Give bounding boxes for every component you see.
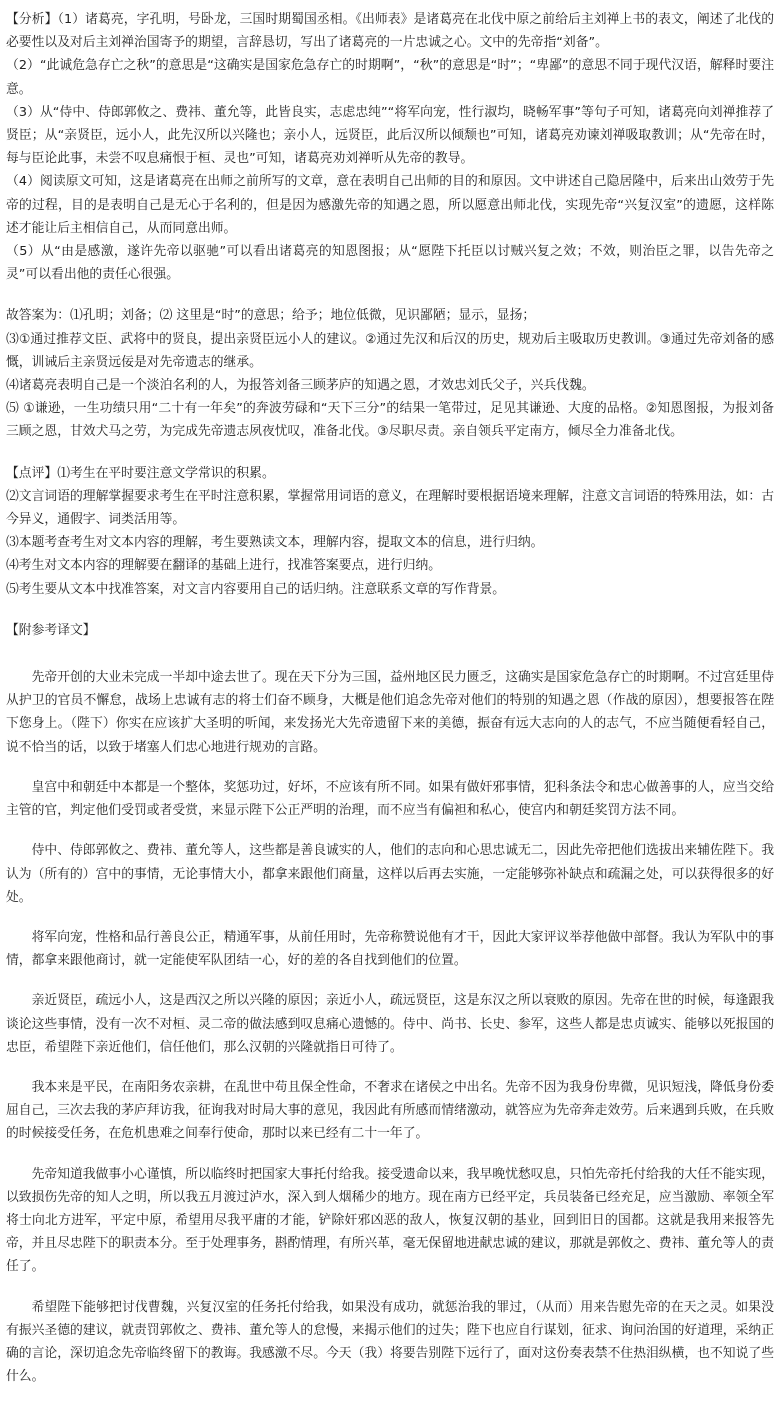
answer-section [6, 304, 774, 443]
answer-item-1-2: 故答案为：⑴孔明；刘备；⑵ 这里是“时”的意思；给予；地位低微，见识鄙陋；显示，显扬； [6, 308, 536, 324]
translation-paragraph-5: 亲近贤臣，疏远小人，这是西汉之所以兴隆的原因；亲近小人，疏远贤臣，这是东汉之所以衰败的原因。先帝在世的时候，每逢跟我谈论这些事情，没有一次不对桓、灵二帝的做法感到叹息痛心遗憾的。侍中、尚书、长史、参军，这些人都是忠贞诚实、能够以死报国的忠臣，希望陛下亲近他们，信任他们，那么汉朝的兴隆就指日可待了。 [6, 993, 774, 1055]
comment-item-3: ⑶本题考查考生对文本内容的理解，考生要熟读文本，理解内容，提取文本的信息，进行归纳。 [6, 535, 544, 551]
comment-item-1: 【点评】⑴考生在平时要注意文学常识的积累。 [6, 465, 275, 481]
comment-section [6, 462, 774, 601]
translation-paragraph-7: 先帝知道我做事小心谨慎，所以临终时把国家大事托付给我。接受遗命以来，我早晚忧愁叹息，只怕先帝托付给我的大任不能实现，以致损伤先帝的知人之明，所以我五月渡过泸水，深入到人烟稀少的地方。现在南方已经平定，兵员装备已经充足，应当激励、率领全军将士向北方进军，平定中原，希望用尽我平庸的才能，铲除奸邪凶恶的敌人，恢复汉朝的基业，回到旧日的国都。这就是我用来报答先帝，并且尽忠陛下的职责本分。至于处理事务，斟酌情理，有所兴革，毫无保留地进献忠诚的建议，那就是郭攸之、费祎、董允等人的责任了。 [6, 1166, 774, 1275]
answer-item-4: ⑷诸葛亮表明自己是一个淡泊名利的人，为报答刘备三顾茅庐的知遇之恩，才效忠刘氏父子，兴兵伐魏。 [6, 378, 595, 394]
answer-item-5: ⑸ ①谦逊，一生功绩只用“二十有一年矣”的奔波劳碌和“天下三分”的结果一笔带过，足见其谦逊、大度的品格。②知恩图报，为报刘备三顾之恩，甘效犬马之劳，为完成先帝遗志夙夜忧叹，准备北伐。③尽职尽责。亲自领兵平定南方，倾尽全力准备北伐。 [6, 401, 774, 440]
translation-paragraph-8: 希望陛下能够把讨伐曹魏，兴复汉室的任务托付给我，如果没有成功，就惩治我的罪过，（从而）用来告慰先帝的在天之灵。如果没有振兴圣德的建议，就责罚郭攸之、费祎、董允等人的怠慢，来揭示他们的过失；陛下也应自行谋划，征求、询问治国的好道理，采纳正确的言论，深切追念先帝临终留下的教诲。我感激不尽。今天（我）将要告别陛下远行了，面对这份奏表禁不住热泪纵横，也不知说了些什么。 [6, 1299, 774, 1385]
comment-item-2: ⑵文言词语的理解掌握要求考生在平时注意积累，掌握常用词语的意义，在理解时要根据语境来理解，注意文言词语的特殊用法，如：古今异义，通假字、词类活用等。 [6, 488, 774, 528]
translation-paragraph-1: 先帝开创的大业未完成一半却中途去世了。现在天下分为三国，益州地区民力匮乏，这确实是国家危急存亡的时期啊。不过宫廷里侍从护卫的官员不懈怠，战场上忠诚有志的将士们奋不顾身，大概是他们追念先帝对他们的特别的知遇之恩（作战的原因），想要报答在陛下您身上。（陛下）你实在应该扩大圣明的听闻，来发扬光大先帝遗留下来的美德，振奋有远大志向的人的志气，不应当随便看轻自己，说不恰当的话，以致于堵塞人们忠心地进行规劝的言路。 [6, 670, 774, 755]
comment-item-4: ⑷考生对文本内容的理解要在翻译的基础上进行，找准答案要点，进行归纳。 [6, 558, 442, 574]
translation-heading: 【附参考译文】 [6, 622, 96, 638]
analysis-paragraph-4: （4）阅读原文可知，这是诸葛亮在出师之前所写的文章，意在表明自己出师的目的和原因。文中讲述自己隐居隆中，后来出山效劳于先帝的过程，目的是表明自己是无心于名利的，但是因为感激先帝的知遇之恩，所以愿意出师北伐，实现先帝“兴复汉室”的遗愿，这样陈述才能让后主相信自己，从而同意出师。 [6, 174, 774, 236]
analysis-section [6, 8, 774, 286]
translation-section [6, 619, 774, 1388]
translation-paragraph-6: 我本来是平民，在南阳务农亲耕，在乱世中苟且保全性命，不奢求在诸侯之中出名。先帝不因为我身份卑微，见识短浅，降低身份委屈自己，三次去我的茅庐拜访我，征询我对时局大事的意见，我因此有所感而情绪激动，就答应为先帝奔走效劳。后来遇到兵败，在兵败的时候接受任务，在危机患难之间奉行使命，那时以来已经有二十一年了。 [6, 1079, 774, 1142]
analysis-paragraph-2: （2）“此诚危急存亡之秋”的意思是“这确实是国家危急存亡的时期啊”，“秋”的意思是“时”；“卑鄙”的意思不同于现代汉语，解释时要注意。 [6, 58, 774, 97]
translation-paragraph-4: 将军向宠，性格和品行善良公正，精通军事，从前任用时，先帝称赞说他有才干，因此大家评议举荐他做中部督。我认为军队中的事情，都拿来跟他商讨，就一定能使军队团结一心，好的差的各自找到他们的位置。 [6, 929, 774, 969]
analysis-paragraph-1: 【分析】（1）诸葛亮，字孔明，号卧龙，三国时期蜀国丞相。《出师表》是诸葛亮在北伐中原之前给后主刘禅上书的表文，阐述了北伐的必要性以及对后主刘禅治国寄予的期望，言辞恳切，写出了诸葛亮的一片忠诚之心。文中的先帝指“刘备”。 [6, 12, 774, 51]
answer-item-3: ⑶①通过推荐文臣、武将中的贤良，提出亲贤臣远小人的建议。②通过先汉和后汉的历史，规劝后主吸取历史教训。③通过先帝刘备的感慨，训诫后主亲贤远佞是对先帝遗志的继承。 [6, 331, 774, 370]
translation-paragraph-2: 皇宫中和朝廷中本都是一个整体，奖惩功过，好坏，不应该有所不同。如果有做奸邪事情，犯科条法令和忠心做善事的人，应当交给主管的官，判定他们受罚或者受赏，来显示陛下公正严明的治理，而不应当有偏袒和私心，使宫内和朝廷奖罚方法不同。 [6, 779, 774, 819]
comment-item-5: ⑸考生要从文本中找准答案，对文言内容要用自己的话归纳。注意联系文章的写作背景。 [6, 581, 506, 597]
analysis-paragraph-5: （5）从“由是感激，遂许先帝以驱驰”可以看出诸葛亮的知恩图报；从“愿陛下托臣以讨贼兴复之效；不效，则治臣之罪，以告先帝之灵”可以看出他的责任心很强。 [6, 244, 774, 283]
translation-paragraph-3: 侍中、侍郎郭攸之、费祎、董允等人，这些都是善良诚实的人，他们的志向和心思忠诚无二，因此先帝把他们选拔出来辅佐陛下。我认为（所有的）宫中的事情，无论事情大小，都拿来跟他们商量，这样以后再去实施，一定能够弥补缺点和疏漏之处，可以获得很多的好处。 [6, 843, 774, 905]
analysis-paragraph-3: （3）从“侍中、侍郎郭攸之、费祎、董允等，此皆良实，志虑忠纯”“将军向宠，性行淑均，晓畅军事”等句子可知，诸葛亮向刘禅推荐了贤臣；从“亲贤臣，远小人，此先汉所以兴隆也；亲小人，远贤臣，此后汉所以倾颓也”可知，诸葛亮劝谏刘禅吸取教训；从“先帝在时，每与臣论此事，未尝不叹息痛恨于桓、灵也”可知，诸葛亮劝刘禅听从先帝的教导。 [6, 104, 774, 167]
